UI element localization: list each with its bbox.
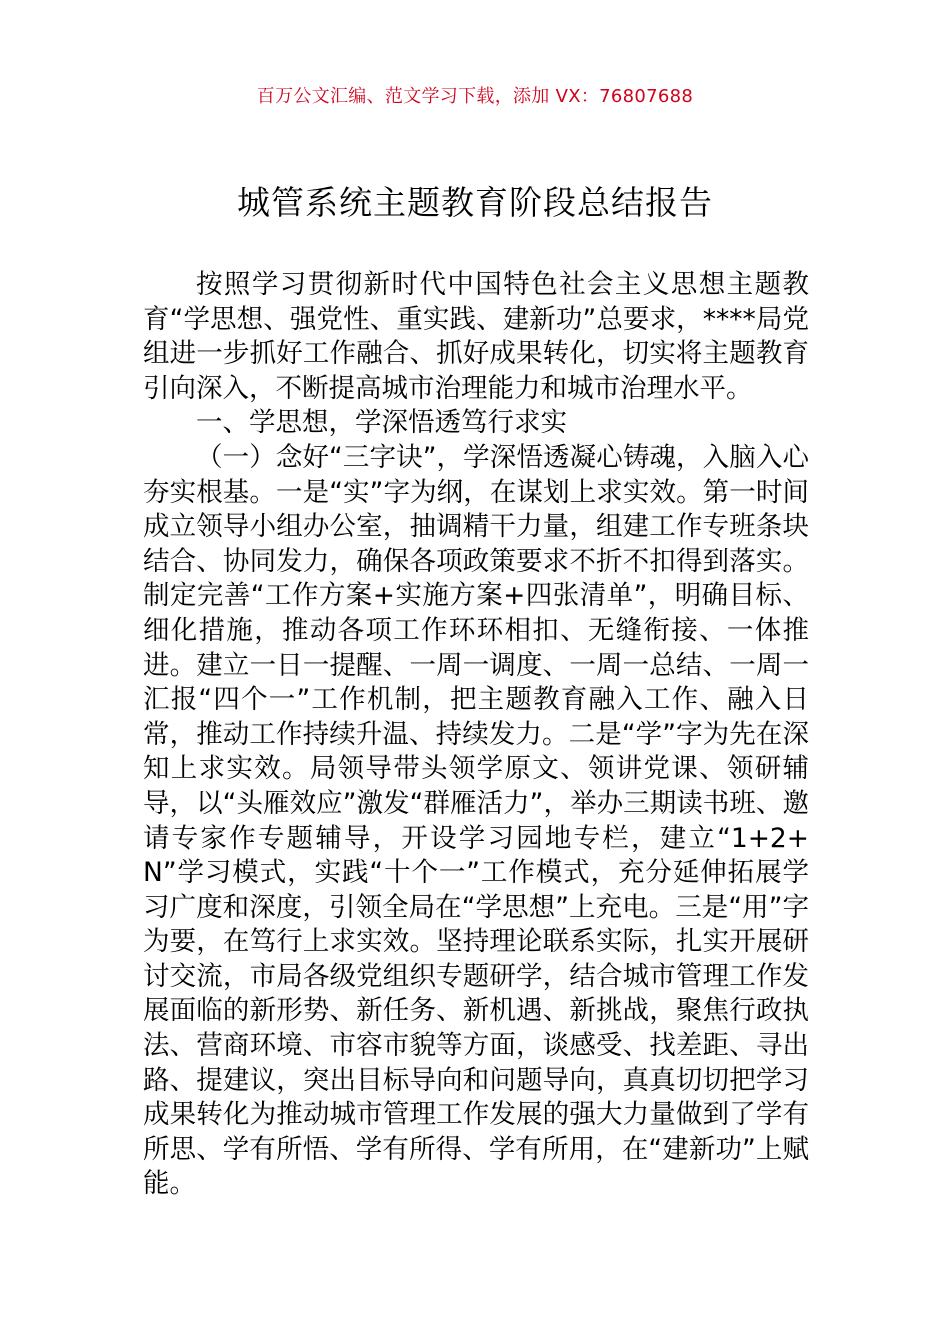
header-watermark-note: 百万公文汇编、范文学习下载，添加 VX：76807688 <box>256 86 694 107</box>
section-heading: 一、学思想，学深悟透笃行求实 <box>196 407 567 439</box>
document-title: 城管系统主题教育阶段总结报告 <box>237 183 713 222</box>
document-body <box>143 268 809 1202</box>
section-paragraph: （一）念好“三字诀”，学深悟透凝心铸魂，入脑入心夯实根基。一是“实”字为纲，在谋划上求实效。第一时间成立领导小组办公室，抽调精干力量，组建工作专班条块结合、协同发力，确保各项政策要求不折不扣得到落实。制定完善“工作方案+实施方案+四张清单”，明确目标、细化措施，推动各项工作环环相扣、无缝衔接、一体推进。建立一日一提醒、一周一调度、一周一总结、一周一汇报“四个一”工作机制，把主题教育融入工作、融入日常，推动工作持续升温、持续发力。二是“学”字为先在深知上求实效。局领导带头领学原文、领讲党课、领研辅导，以“头雁效应”激发“群雁活力”，举办三期读书班、邀请专家作专题辅导，开设学习园地专栏，建立“1+2+N”学习模式，实践“十个一”工作模式，充分延伸拓展学习广度和深度，引领全局在“学思想”上充电。三是“用”字为要，在笃行上求实效。坚持理论联系实际，扎实开展研讨交流，市局各级党组织专题研学，结合城市管理工作发展面临的新形势、新任务、新机遇、新挑战，聚焦行政执法、营商环境、市容市貌等方面，谈感受、找差距、寻出路、提建议，突出目标导向和问题导向，真真切切把学习成果转化为推动城市管理工作发展的强大力量做到了学有所思、学有所悟、学有所得、学有所用，在“建新功”上赋能。 <box>143 441 809 1200</box>
intro-paragraph: 按照学习贯彻新时代中国特色社会主义思想主题教育“学思想、强党性、重实践、建新功”总要求，****局党组进一步抓好工作融合、抓好成果转化，切实将主题教育引向深入，不断提高城市治理能力和城市治理水平。 <box>143 269 809 404</box>
